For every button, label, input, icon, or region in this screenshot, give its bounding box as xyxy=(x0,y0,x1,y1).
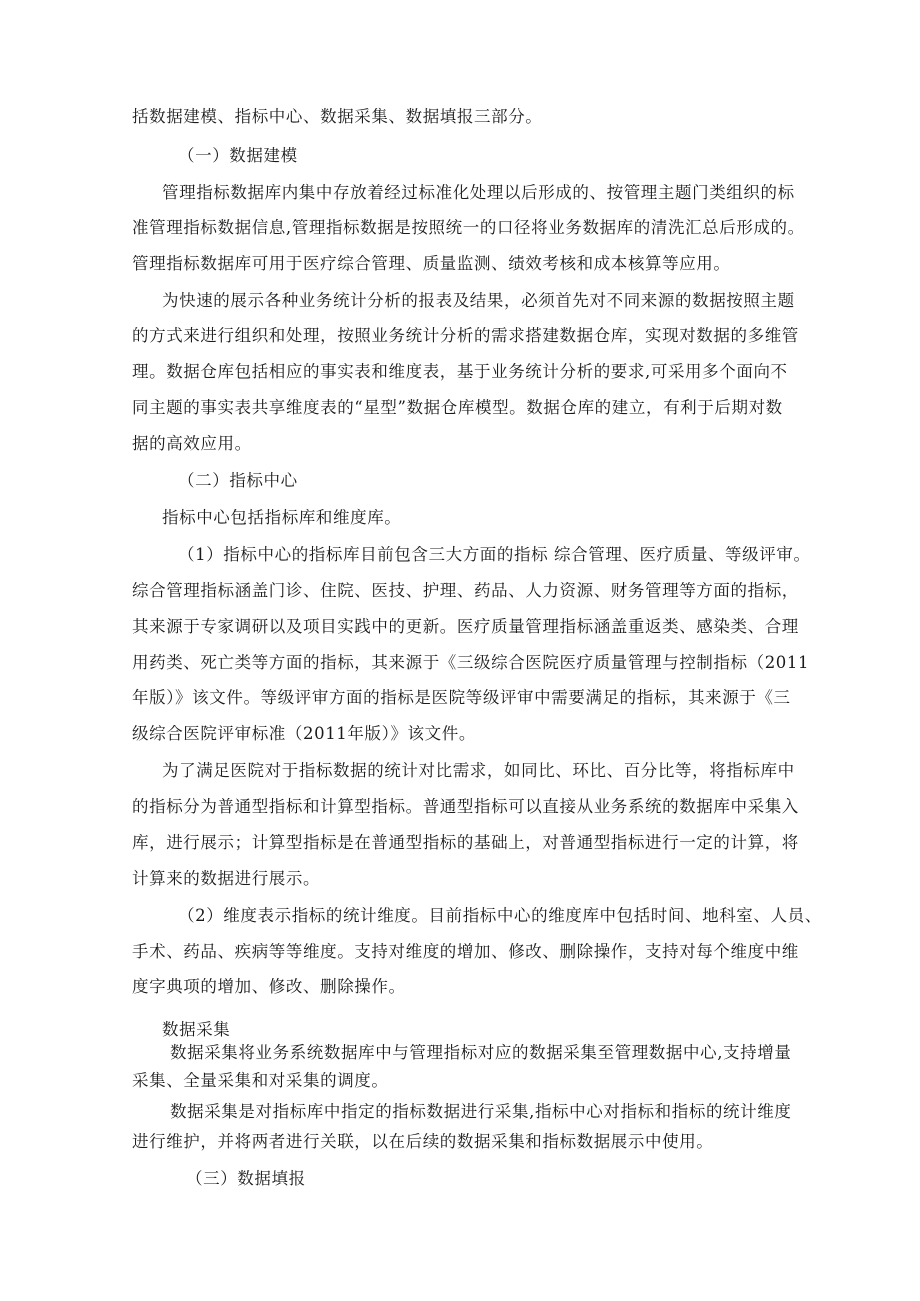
paragraph-line: 级综合医院评审标准（2011年版）》该文件。 xyxy=(132,724,476,743)
paragraph-line: 手术、药品、疾病等等维度。支持对维度的增加、修改、删除操作，支持对每个维度中维 xyxy=(132,942,799,961)
paragraph-line: 的方式来进行组织和处理，按照业务统计分析的需求搭建数据仓库，实现对数据的多维管 xyxy=(132,326,799,345)
paragraph-line: 的指标分为普通型指标和计算型指标。普通型指标可以直接从业务系统的数据库中采集入 xyxy=(132,797,799,816)
paragraph-line: 为了满足医院对于指标数据的统计对比需求，如同比、环比、百分比等，将指标库中 xyxy=(162,761,795,780)
paragraph-line: 管理指标数据库内集中存放着经过标准化处理以后形成的、按管理主题门类组织的标 xyxy=(162,183,795,202)
paragraph-line: 度字典项的增加、修改、删除操作。 xyxy=(132,977,406,996)
paragraph-line: 指标中心包括指标库和维度库。 xyxy=(162,508,402,527)
paragraph-line: 年版）》该文件。等级评审方面的指标是医院等级评审中需要满足的指标，其来源于《三 xyxy=(132,688,791,707)
paragraph-line: 同主题的事实表共享维度表的“星型”数据仓库模型。数据仓库的建立，有利于后期对数 xyxy=(132,398,783,417)
paragraph-line: 综合管理指标涵盖门诊、住院、医技、护理、药品、人力资源、财务管理等方面的指标， xyxy=(132,581,799,600)
paragraph-line: 其来源于专家调研以及项目实践中的更新。医疗质量管理指标涵盖重返类、感染类、合理 xyxy=(132,617,799,636)
paragraph-line: 计算来的数据进行展示。 xyxy=(132,869,321,888)
section-heading-indicator-center: （二）指标中心 xyxy=(178,471,298,490)
paragraph-line: 管理指标数据库可用于医疗综合管理、质量监测、绩效考核和成本核算等应用。 xyxy=(132,254,731,273)
paragraph-line: 数据采集将业务系统数据库中与管理指标对应的数据采集至管理数据中心,支持增量 xyxy=(170,1043,792,1062)
paragraph-line: 进行维护，并将两者进行关联，以在后续的数据采集和指标数据展示中使用。 xyxy=(132,1132,714,1151)
paragraph-line: 采集、全量采集和对采集的调度。 xyxy=(132,1071,389,1090)
section-heading-data-modeling: （一）数据建模 xyxy=(178,146,298,165)
paragraph-line: 理。数据仓库包括相应的事实表和维度表，基于业务统计分析的要求,可采用多个面向不 xyxy=(132,362,788,381)
paragraph-line: 用药类、死亡类等方面的指标，其来源于《三级综合医院医疗质量管理与控制指标（2011 xyxy=(132,653,810,672)
paragraph-line: 库，进行展示；计算型指标是在普通型指标的基础上，对普通型指标进行一定的计算，将 xyxy=(132,833,799,852)
section-heading-data-collection: 数据采集 xyxy=(162,1020,231,1039)
paragraph-line: （1）指标中心的指标库目前包含三大方面的指标 综合管理、医疗质量、等级评审。 xyxy=(178,545,811,564)
paragraph-line: 准管理指标数据信息,管理指标数据是按照统一的口径将业务数据库的清洗汇总后形成的。 xyxy=(132,218,805,237)
paragraph-line: 据的高效应用。 xyxy=(132,434,252,453)
paragraph-line: 数据采集是对指标库中指定的指标数据进行采集,指标中心对指标和指标的统计维度 xyxy=(170,1102,792,1121)
section-heading-data-entry: （三）数据填报 xyxy=(186,1169,306,1188)
paragraph-line: 括数据建模、指标中心、数据采集、数据填报三部分。 xyxy=(132,107,543,126)
paragraph-line: 为快速的展示各种业务统计分析的报表及结果，必须首先对不同来源的数据按照主题 xyxy=(162,291,795,310)
paragraph-line: （2）维度表示指标的统计维度。目前指标中心的维度库中包括时间、地科室、人员、 xyxy=(178,906,822,925)
